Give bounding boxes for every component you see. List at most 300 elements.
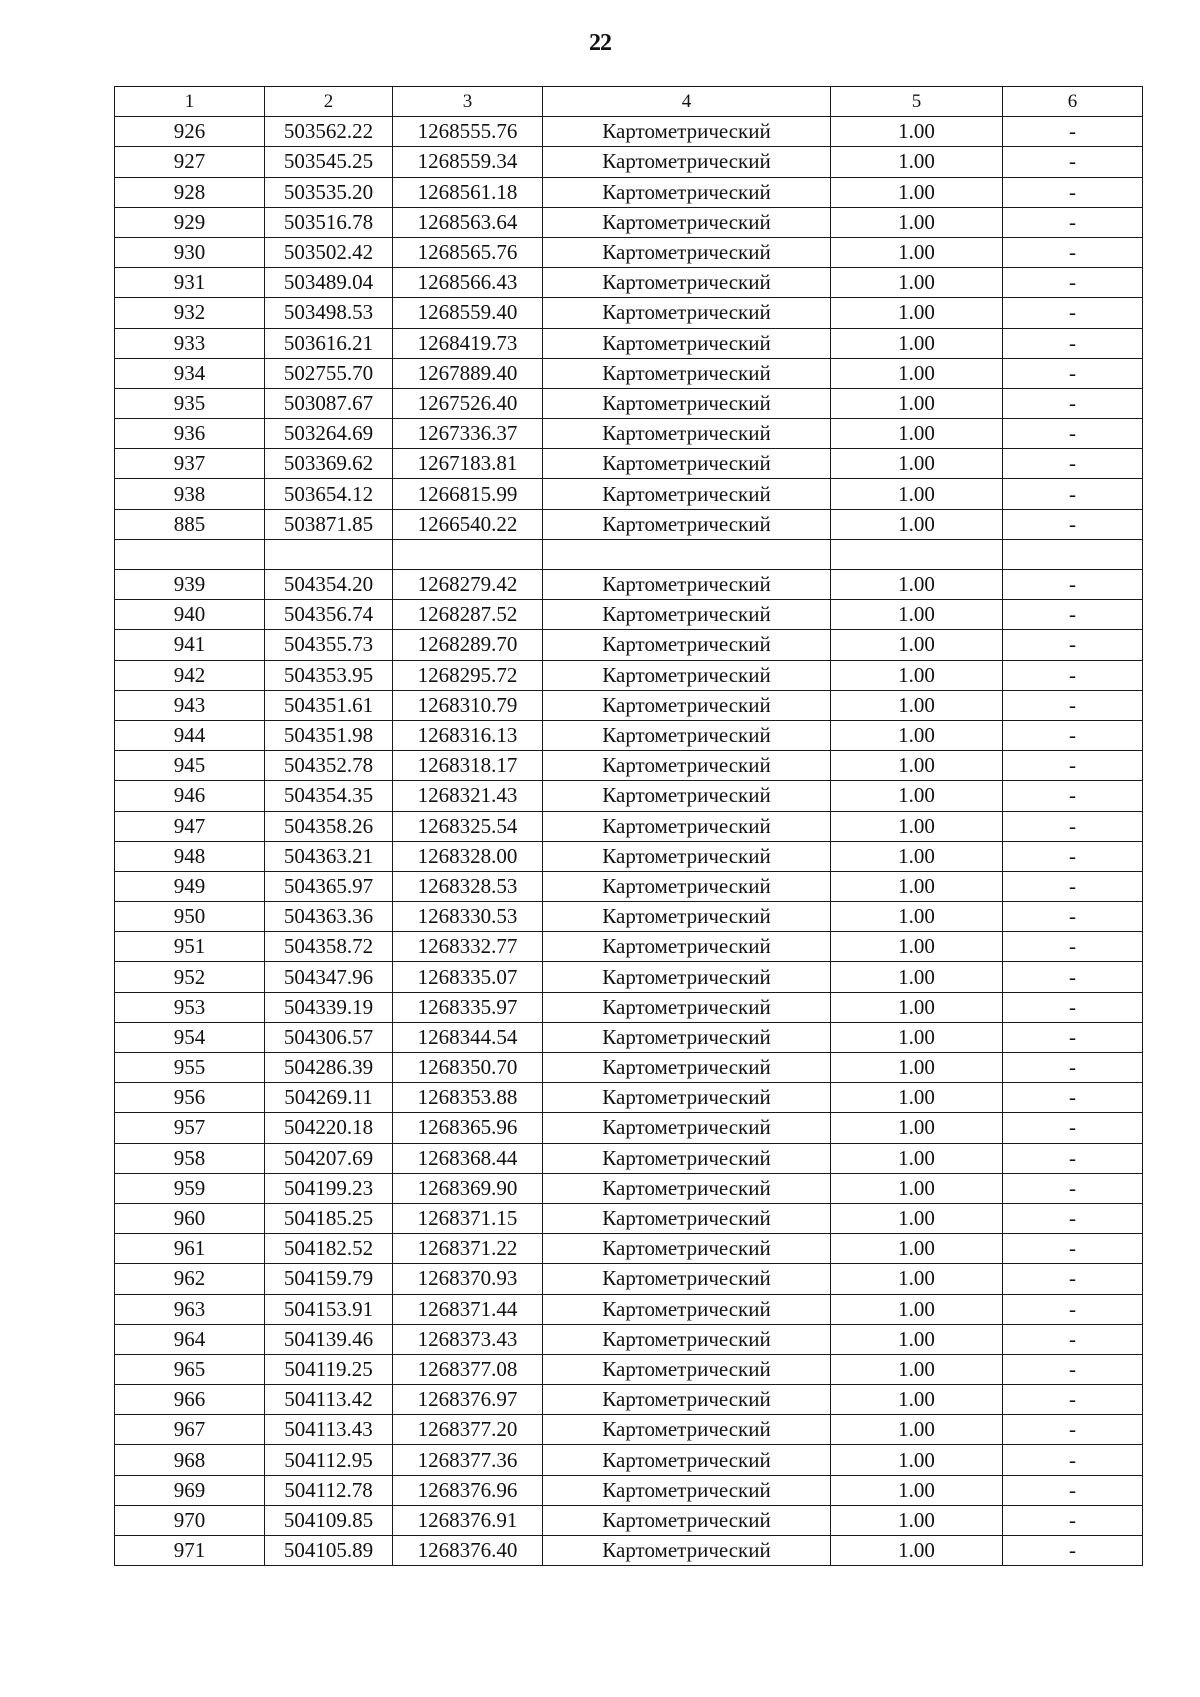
y-coordinate-cell: 1268328.53 (393, 871, 543, 901)
x-coordinate-cell: 504139.46 (265, 1324, 393, 1354)
accuracy-cell: 1.00 (831, 630, 1003, 660)
y-coordinate-cell: 1268330.53 (393, 902, 543, 932)
table-row (115, 1536, 1143, 1566)
table-row (115, 419, 1143, 449)
table-row (115, 1415, 1143, 1445)
accuracy-cell: 1.00 (831, 1113, 1003, 1143)
table-row (115, 751, 1143, 781)
column-header-3: 3 (393, 87, 543, 117)
point-number-cell: 948 (115, 841, 265, 871)
table-row (115, 298, 1143, 328)
table-row (115, 509, 1143, 539)
y-coordinate-cell: 1268287.52 (393, 600, 543, 630)
method-cell: Картометрический (543, 660, 831, 690)
accuracy-cell: 1.00 (831, 932, 1003, 962)
table-row (115, 1234, 1143, 1264)
method-cell: Картометрический (543, 630, 831, 660)
method-cell: Картометрический (543, 1505, 831, 1535)
table-row (115, 932, 1143, 962)
x-coordinate-cell: 504105.89 (265, 1536, 393, 1566)
accuracy-cell: 1.00 (831, 1234, 1003, 1264)
remark-cell (1003, 539, 1143, 569)
y-coordinate-cell: 1268566.43 (393, 268, 543, 298)
y-coordinate-cell: 1268377.20 (393, 1415, 543, 1445)
y-coordinate-cell: 1268563.64 (393, 207, 543, 237)
table-row (115, 871, 1143, 901)
y-coordinate-cell: 1268565.76 (393, 237, 543, 267)
table-row (115, 1173, 1143, 1203)
table-row (115, 1385, 1143, 1415)
accuracy-cell: 1.00 (831, 1294, 1003, 1324)
remark-cell: - (1003, 1475, 1143, 1505)
accuracy-cell: 1.00 (831, 177, 1003, 207)
method-cell: Картометрический (543, 992, 831, 1022)
accuracy-cell: 1.00 (831, 328, 1003, 358)
x-coordinate-cell: 503616.21 (265, 328, 393, 358)
accuracy-cell: 1.00 (831, 298, 1003, 328)
column-header-6: 6 (1003, 87, 1143, 117)
page-number: 22 (589, 30, 611, 56)
x-coordinate-cell: 504358.72 (265, 932, 393, 962)
accuracy-cell: 1.00 (831, 449, 1003, 479)
point-number-cell: 936 (115, 419, 265, 449)
method-cell: Картометрический (543, 720, 831, 750)
table-row (115, 1294, 1143, 1324)
remark-cell: - (1003, 871, 1143, 901)
table-row (115, 1083, 1143, 1113)
y-coordinate-cell: 1268289.70 (393, 630, 543, 660)
y-coordinate-cell: 1267889.40 (393, 358, 543, 388)
method-cell: Картометрический (543, 1445, 831, 1475)
x-coordinate-cell: 503498.53 (265, 298, 393, 328)
y-coordinate-cell: 1268350.70 (393, 1053, 543, 1083)
method-cell: Картометрический (543, 690, 831, 720)
point-number-cell: 958 (115, 1143, 265, 1173)
x-coordinate-cell: 504353.95 (265, 660, 393, 690)
method-cell: Картометрический (543, 298, 831, 328)
point-number-cell: 963 (115, 1294, 265, 1324)
table-row (115, 1113, 1143, 1143)
table-row (115, 902, 1143, 932)
table-row (115, 1505, 1143, 1535)
remark-cell: - (1003, 690, 1143, 720)
x-coordinate-cell: 503654.12 (265, 479, 393, 509)
x-coordinate-cell: 504113.43 (265, 1415, 393, 1445)
table-row (115, 1053, 1143, 1083)
y-coordinate-cell: 1268369.90 (393, 1173, 543, 1203)
table-row (115, 1203, 1143, 1233)
accuracy-cell: 1.00 (831, 1385, 1003, 1415)
method-cell: Картометрический (543, 1415, 831, 1445)
point-number-cell: 941 (115, 630, 265, 660)
y-coordinate-cell: 1268332.77 (393, 932, 543, 962)
accuracy-cell: 1.00 (831, 781, 1003, 811)
method-cell: Картометрический (543, 1475, 831, 1505)
remark-cell: - (1003, 358, 1143, 388)
x-coordinate-cell: 504358.26 (265, 811, 393, 841)
remark-cell: - (1003, 328, 1143, 358)
y-coordinate-cell: 1268376.40 (393, 1536, 543, 1566)
point-number-cell: 959 (115, 1173, 265, 1203)
point-number-cell: 927 (115, 147, 265, 177)
accuracy-cell: 1.00 (831, 1203, 1003, 1233)
remark-cell: - (1003, 177, 1143, 207)
accuracy-cell: 1.00 (831, 1173, 1003, 1203)
remark-cell: - (1003, 509, 1143, 539)
method-cell: Картометрический (543, 358, 831, 388)
method-cell: Картометрический (543, 751, 831, 781)
accuracy-cell: 1.00 (831, 720, 1003, 750)
y-coordinate-cell: 1266540.22 (393, 509, 543, 539)
remark-cell: - (1003, 1203, 1143, 1233)
remark-cell: - (1003, 1536, 1143, 1566)
method-cell: Картометрический (543, 147, 831, 177)
table-row (115, 690, 1143, 720)
remark-cell: - (1003, 660, 1143, 690)
method-cell: Картометрический (543, 1294, 831, 1324)
x-coordinate-cell: 503502.42 (265, 237, 393, 267)
accuracy-cell: 1.00 (831, 509, 1003, 539)
point-number-cell: 932 (115, 298, 265, 328)
y-coordinate-cell: 1268561.18 (393, 177, 543, 207)
table-row (115, 570, 1143, 600)
y-coordinate-cell: 1268555.76 (393, 117, 543, 147)
point-number-cell: 971 (115, 1536, 265, 1566)
table-row (115, 358, 1143, 388)
table-row (115, 1324, 1143, 1354)
table-row (115, 207, 1143, 237)
point-number-cell: 957 (115, 1113, 265, 1143)
x-coordinate-cell: 504306.57 (265, 1022, 393, 1052)
y-coordinate-cell: 1268344.54 (393, 1022, 543, 1052)
method-cell: Картометрический (543, 871, 831, 901)
y-coordinate-cell: 1268371.22 (393, 1234, 543, 1264)
y-coordinate-cell: 1268376.96 (393, 1475, 543, 1505)
point-number-cell: 949 (115, 871, 265, 901)
remark-cell: - (1003, 1354, 1143, 1384)
x-coordinate-cell: 504153.91 (265, 1294, 393, 1324)
remark-cell: - (1003, 1505, 1143, 1535)
point-number-cell: 942 (115, 660, 265, 690)
x-coordinate-cell: 503516.78 (265, 207, 393, 237)
x-coordinate-cell: 504220.18 (265, 1113, 393, 1143)
method-cell: Картометрический (543, 388, 831, 418)
point-number-cell: 938 (115, 479, 265, 509)
x-coordinate-cell: 503369.62 (265, 449, 393, 479)
table-row (115, 962, 1143, 992)
accuracy-cell: 1.00 (831, 1324, 1003, 1354)
remark-cell: - (1003, 419, 1143, 449)
remark-cell: - (1003, 841, 1143, 871)
method-cell: Картометрический (543, 932, 831, 962)
x-coordinate-cell: 504159.79 (265, 1264, 393, 1294)
accuracy-cell: 1.00 (831, 600, 1003, 630)
point-number-cell: 967 (115, 1415, 265, 1445)
remark-cell: - (1003, 600, 1143, 630)
y-coordinate-cell: 1268368.44 (393, 1143, 543, 1173)
table-row (115, 720, 1143, 750)
point-number-cell: 955 (115, 1053, 265, 1083)
point-number-cell: 937 (115, 449, 265, 479)
method-cell: Картометрический (543, 1173, 831, 1203)
accuracy-cell: 1.00 (831, 992, 1003, 1022)
y-coordinate-cell (393, 539, 543, 569)
table-row (115, 1445, 1143, 1475)
accuracy-cell: 1.00 (831, 660, 1003, 690)
x-coordinate-cell: 504112.95 (265, 1445, 393, 1475)
remark-cell: - (1003, 298, 1143, 328)
x-coordinate-cell: 504356.74 (265, 600, 393, 630)
table-row (115, 1354, 1143, 1384)
remark-cell: - (1003, 811, 1143, 841)
point-number-cell: 961 (115, 1234, 265, 1264)
accuracy-cell: 1.00 (831, 811, 1003, 841)
remark-cell: - (1003, 117, 1143, 147)
point-number-cell: 943 (115, 690, 265, 720)
remark-cell: - (1003, 1415, 1143, 1445)
point-number-cell: 953 (115, 992, 265, 1022)
x-coordinate-cell: 502755.70 (265, 358, 393, 388)
x-coordinate-cell: 503087.67 (265, 388, 393, 418)
point-number-cell: 954 (115, 1022, 265, 1052)
x-coordinate-cell: 504363.36 (265, 902, 393, 932)
remark-cell: - (1003, 207, 1143, 237)
method-cell: Картометрический (543, 268, 831, 298)
accuracy-cell: 1.00 (831, 962, 1003, 992)
column-header-1: 1 (115, 87, 265, 117)
method-cell: Картометрический (543, 1053, 831, 1083)
y-coordinate-cell: 1268377.08 (393, 1354, 543, 1384)
remark-cell: - (1003, 902, 1143, 932)
y-coordinate-cell: 1268328.00 (393, 841, 543, 871)
remark-cell: - (1003, 1083, 1143, 1113)
point-number-cell: 928 (115, 177, 265, 207)
x-coordinate-cell: 503562.22 (265, 117, 393, 147)
method-cell: Картометрический (543, 1083, 831, 1113)
method-cell: Картометрический (543, 1536, 831, 1566)
accuracy-cell: 1.00 (831, 117, 1003, 147)
y-coordinate-cell: 1268376.97 (393, 1385, 543, 1415)
method-cell: Картометрический (543, 117, 831, 147)
method-cell: Картометрический (543, 811, 831, 841)
y-coordinate-cell: 1268295.72 (393, 660, 543, 690)
table-row (115, 1143, 1143, 1173)
method-cell: Картометрический (543, 207, 831, 237)
table-row (115, 600, 1143, 630)
accuracy-cell: 1.00 (831, 570, 1003, 600)
point-number-cell: 934 (115, 358, 265, 388)
y-coordinate-cell: 1268318.17 (393, 751, 543, 781)
accuracy-cell: 1.00 (831, 1445, 1003, 1475)
x-coordinate-cell: 504352.78 (265, 751, 393, 781)
y-coordinate-cell: 1267336.37 (393, 419, 543, 449)
y-coordinate-cell: 1268310.79 (393, 690, 543, 720)
accuracy-cell: 1.00 (831, 479, 1003, 509)
method-cell: Картометрический (543, 570, 831, 600)
method-cell: Картометрический (543, 419, 831, 449)
point-number-cell: 964 (115, 1324, 265, 1354)
method-cell: Картометрический (543, 509, 831, 539)
method-cell: Картометрический (543, 328, 831, 358)
table-row (115, 1264, 1143, 1294)
accuracy-cell: 1.00 (831, 1264, 1003, 1294)
x-coordinate-cell: 504354.20 (265, 570, 393, 600)
point-number-cell: 965 (115, 1354, 265, 1384)
column-header-5: 5 (831, 87, 1003, 117)
table-body (115, 117, 1143, 1566)
point-number-cell: 951 (115, 932, 265, 962)
table-row (115, 147, 1143, 177)
y-coordinate-cell: 1268279.42 (393, 570, 543, 600)
x-coordinate-cell: 503489.04 (265, 268, 393, 298)
accuracy-cell: 1.00 (831, 1505, 1003, 1535)
column-header-4: 4 (543, 87, 831, 117)
point-number-cell: 950 (115, 902, 265, 932)
point-number-cell: 935 (115, 388, 265, 418)
accuracy-cell: 1.00 (831, 358, 1003, 388)
y-coordinate-cell: 1268325.54 (393, 811, 543, 841)
accuracy-cell: 1.00 (831, 147, 1003, 177)
remark-cell: - (1003, 1445, 1143, 1475)
method-cell: Картометрический (543, 841, 831, 871)
remark-cell: - (1003, 1173, 1143, 1203)
y-coordinate-cell: 1268376.91 (393, 1505, 543, 1535)
y-coordinate-cell: 1267526.40 (393, 388, 543, 418)
method-cell: Картометрический (543, 1234, 831, 1264)
x-coordinate-cell: 503545.25 (265, 147, 393, 177)
remark-cell: - (1003, 1234, 1143, 1264)
table-row (115, 811, 1143, 841)
accuracy-cell: 1.00 (831, 1415, 1003, 1445)
x-coordinate-cell: 503264.69 (265, 419, 393, 449)
point-number-cell: 956 (115, 1083, 265, 1113)
y-coordinate-cell: 1267183.81 (393, 449, 543, 479)
y-coordinate-cell: 1268370.93 (393, 1264, 543, 1294)
method-cell: Картометрический (543, 1143, 831, 1173)
accuracy-cell: 1.00 (831, 419, 1003, 449)
accuracy-cell: 1.00 (831, 1354, 1003, 1384)
x-coordinate-cell: 504207.69 (265, 1143, 393, 1173)
x-coordinate-cell: 504365.97 (265, 871, 393, 901)
method-cell: Картометрический (543, 1354, 831, 1384)
y-coordinate-cell: 1268335.07 (393, 962, 543, 992)
accuracy-cell: 1.00 (831, 902, 1003, 932)
remark-cell: - (1003, 1053, 1143, 1083)
y-coordinate-cell: 1268419.73 (393, 328, 543, 358)
method-cell: Картометрический (543, 449, 831, 479)
point-number-cell: 970 (115, 1505, 265, 1535)
point-number-cell: 931 (115, 268, 265, 298)
x-coordinate-cell: 504182.52 (265, 1234, 393, 1264)
x-coordinate-cell: 504351.98 (265, 720, 393, 750)
coordinates-table (114, 86, 1143, 1566)
x-coordinate-cell: 504354.35 (265, 781, 393, 811)
accuracy-cell: 1.00 (831, 1475, 1003, 1505)
y-coordinate-cell: 1268559.40 (393, 298, 543, 328)
y-coordinate-cell: 1268365.96 (393, 1113, 543, 1143)
point-number-cell: 962 (115, 1264, 265, 1294)
y-coordinate-cell: 1268353.88 (393, 1083, 543, 1113)
method-cell: Картометрический (543, 1324, 831, 1354)
y-coordinate-cell: 1268371.44 (393, 1294, 543, 1324)
table-row (115, 660, 1143, 690)
table-row (115, 268, 1143, 298)
table-row (115, 388, 1143, 418)
method-cell: Картометрический (543, 902, 831, 932)
table-row (115, 1475, 1143, 1505)
remark-cell: - (1003, 237, 1143, 267)
x-coordinate-cell: 504351.61 (265, 690, 393, 720)
remark-cell: - (1003, 992, 1143, 1022)
table-row (115, 630, 1143, 660)
table-row (115, 237, 1143, 267)
x-coordinate-cell (265, 539, 393, 569)
point-number-cell: 947 (115, 811, 265, 841)
remark-cell: - (1003, 388, 1143, 418)
method-cell: Картометрический (543, 781, 831, 811)
x-coordinate-cell: 503871.85 (265, 509, 393, 539)
method-cell: Картометрический (543, 177, 831, 207)
accuracy-cell: 1.00 (831, 871, 1003, 901)
remark-cell: - (1003, 449, 1143, 479)
x-coordinate-cell: 504286.39 (265, 1053, 393, 1083)
method-cell: Картометрический (543, 1203, 831, 1233)
remark-cell: - (1003, 147, 1143, 177)
point-number-cell: 968 (115, 1445, 265, 1475)
x-coordinate-cell: 504363.21 (265, 841, 393, 871)
remark-cell: - (1003, 630, 1143, 660)
table-row (115, 328, 1143, 358)
remark-cell: - (1003, 1264, 1143, 1294)
remark-cell: - (1003, 751, 1143, 781)
method-cell: Картометрический (543, 600, 831, 630)
method-cell: Картометрический (543, 1113, 831, 1143)
point-number-cell: 946 (115, 781, 265, 811)
method-cell: Картометрический (543, 479, 831, 509)
column-header-2: 2 (265, 87, 393, 117)
y-coordinate-cell: 1268321.43 (393, 781, 543, 811)
y-coordinate-cell: 1268559.34 (393, 147, 543, 177)
remark-cell: - (1003, 1022, 1143, 1052)
method-cell: Картометрический (543, 1385, 831, 1415)
accuracy-cell: 1.00 (831, 841, 1003, 871)
remark-cell: - (1003, 1324, 1143, 1354)
x-coordinate-cell: 504185.25 (265, 1203, 393, 1233)
accuracy-cell (831, 539, 1003, 569)
remark-cell: - (1003, 1113, 1143, 1143)
x-coordinate-cell: 504339.19 (265, 992, 393, 1022)
table-row (115, 841, 1143, 871)
remark-cell: - (1003, 1385, 1143, 1415)
x-coordinate-cell: 504199.23 (265, 1173, 393, 1203)
y-coordinate-cell: 1268335.97 (393, 992, 543, 1022)
remark-cell: - (1003, 932, 1143, 962)
point-number-cell: 945 (115, 751, 265, 781)
point-number-cell: 926 (115, 117, 265, 147)
point-number-cell: 952 (115, 962, 265, 992)
accuracy-cell: 1.00 (831, 690, 1003, 720)
remark-cell: - (1003, 781, 1143, 811)
point-number-cell (115, 539, 265, 569)
x-coordinate-cell: 504269.11 (265, 1083, 393, 1113)
point-number-cell: 929 (115, 207, 265, 237)
table-row (115, 781, 1143, 811)
method-cell (543, 539, 831, 569)
table-row (115, 177, 1143, 207)
point-number-cell: 933 (115, 328, 265, 358)
x-coordinate-cell: 504112.78 (265, 1475, 393, 1505)
remark-cell: - (1003, 1143, 1143, 1173)
